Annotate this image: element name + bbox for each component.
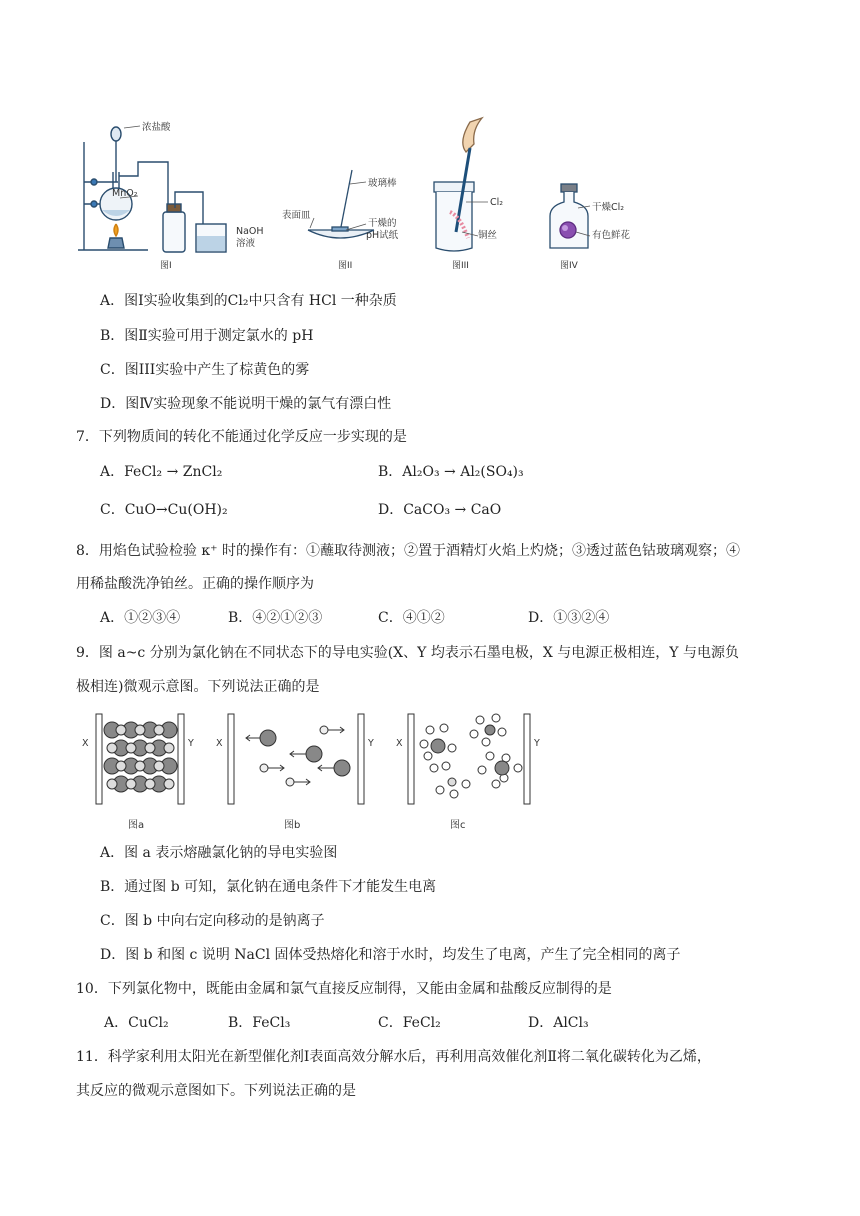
label-flower: 有色鲜花	[592, 230, 631, 241]
caption-fig-b: 图b	[284, 820, 301, 831]
q11-stem-line-1: 11．科学家利用太阳光在新型催化剂Ⅰ表面高效分解水后，再利用高效催化剂Ⅱ将二氧化碳转化为乙烯，	[76, 1049, 711, 1065]
figure-1-apparatus	[78, 127, 226, 252]
label-dry-cl2: 干燥Cl₂	[592, 202, 625, 213]
q8-option-c: C．④①②	[378, 610, 445, 626]
label-ph-2: pH试纸	[366, 230, 399, 241]
q10-option-c: C．FeCl₂	[378, 1015, 441, 1031]
figure-a-lattice	[96, 714, 184, 804]
q9-option-b: B．通过图 b 可知，氯化钠在通电条件下才能发生电离	[100, 879, 437, 895]
label-x-b: X	[216, 738, 223, 749]
q7-option-a: A．FeCl₂ → ZnCl₂	[100, 464, 223, 480]
label-naoh-1: NaOH	[236, 226, 264, 237]
label-y-c: Y	[534, 738, 540, 749]
caption-fig-c: 图c	[450, 820, 466, 831]
q6-option-d: D．图Ⅳ实验现象不能说明干燥的氯气有漂白性	[100, 396, 392, 412]
q8-stem-line-2: 用稀盐酸洗净铂丝。正确的操作顺序为	[76, 576, 314, 592]
q9-stem-line-2: 极相连)微观示意图。下列说法正确的是	[76, 679, 320, 695]
q10-option-a: A．CuCl₂	[104, 1015, 169, 1031]
caption-fig-1: 图I	[160, 261, 172, 271]
label-x-c: X	[396, 738, 403, 749]
q7-option-c: C．CuO→Cu(OH)₂	[100, 502, 228, 518]
q10-option-d: D．AlCl₃	[528, 1015, 589, 1031]
label-cl2: Cl₂	[490, 197, 504, 208]
figure-b-molten	[228, 714, 364, 804]
q8-option-d: D．①③②④	[528, 610, 610, 626]
label-y-a: Y	[188, 738, 194, 749]
q9-option-c: C．图 b 中向右定向移动的是钠离子	[100, 913, 325, 929]
caption-fig-a: 图a	[128, 820, 145, 831]
q7-stem: 7．下列物质间的转化不能通过化学反应一步实现的是	[76, 429, 407, 445]
nacl-drawing	[78, 706, 548, 814]
figure-c-solution	[408, 714, 530, 804]
apparatus-drawing	[78, 112, 678, 262]
caption-fig-3: 图III	[452, 261, 469, 271]
q10-stem: 10．下列氯化物中，既能由金属和氯气直接反应制得，又能由金属和盐酸反应制得的是	[76, 981, 612, 997]
q7-option-b: B．Al₂O₃ → Al₂(SO₄)₃	[378, 464, 524, 480]
q8-stem-line-1: 8．用焰色试验检验 ᴋ⁺ 时的操作有：①蘸取待测液；②置于酒精灯火焰上灼烧；③透过蓝色钴玻璃观察；④	[76, 543, 740, 559]
nacl-conduction-figures	[78, 706, 548, 831]
q6-option-b: B．图Ⅱ实验可用于测定氯水的 pH	[100, 328, 314, 344]
q6-option-a: A．图Ⅰ实验收集到的Cl₂中只含有 HCl 一种杂质	[100, 293, 397, 309]
q8-option-b: B．④②①②③	[228, 610, 323, 626]
q7-option-d: D．CaCO₃ → CaO	[378, 502, 502, 518]
apparatus-figures	[78, 112, 678, 282]
figure-4-apparatus	[550, 184, 588, 248]
caption-fig-4: 图IV	[560, 261, 578, 271]
label-acid: 浓盐酸	[142, 122, 171, 133]
label-naoh-2: 溶液	[236, 238, 256, 249]
q6-option-c: C．图III实验中产生了棕黄色的雾	[100, 362, 310, 378]
label-x-a: X	[82, 738, 89, 749]
q9-option-d: D．图 b 和图 c 说明 NaCl 固体受热熔化和溶于水时，均发生了电离，产生了完全相同的离子	[100, 947, 681, 963]
label-ph-1: 干燥的	[368, 218, 397, 229]
figure-3-apparatus	[434, 118, 482, 251]
caption-fig-2: 图II	[338, 261, 353, 271]
figure-2-apparatus	[308, 170, 374, 238]
label-copper: 铜丝	[478, 230, 498, 241]
label-watch-glass: 表面皿	[282, 210, 311, 221]
q10-option-b: B．FeCl₃	[228, 1015, 291, 1031]
q11-stem-line-2: 其反应的微观示意图如下。下列说法正确的是	[76, 1083, 356, 1099]
q8-option-a: A．①②③④	[100, 610, 181, 626]
label-y-b: Y	[368, 738, 374, 749]
label-mno2: MnO₂	[112, 188, 138, 199]
q9-option-a: A．图 a 表示熔融氯化钠的导电实验图	[100, 845, 338, 861]
q9-stem-line-1: 9．图 a~c 分别为氯化钠在不同状态下的导电实验(X、Y 均表示石墨电极，X 与电源正极相连，Y 与电源负	[76, 645, 739, 661]
label-glass-rod: 玻璃棒	[368, 178, 397, 189]
